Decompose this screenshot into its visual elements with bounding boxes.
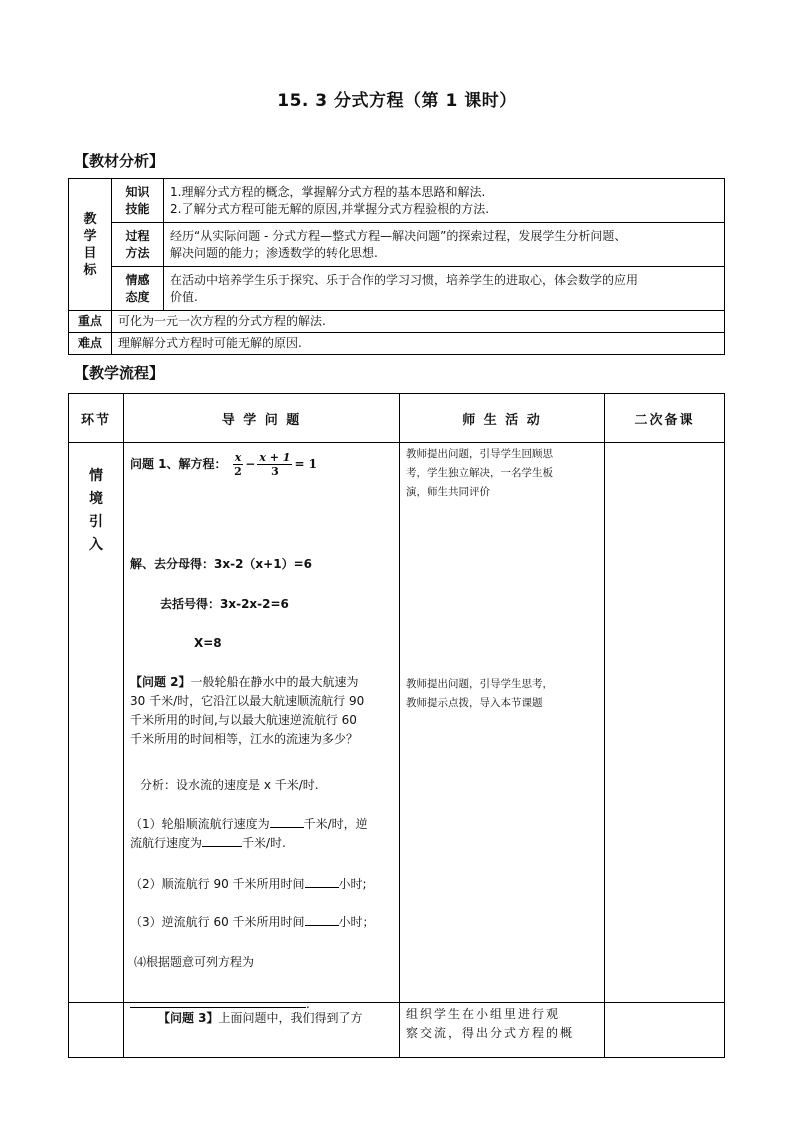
question-2: 【问题 2】一般轮船在静水中的最大航速为 30 千米/时，它沿江以最大航速顺流航行 90 千米所用的时间,与以最大航速逆流航行 60 千米所用的时间相等，江水的流速为多少？	[130, 675, 365, 746]
stage-cell-empty	[69, 1003, 124, 1058]
header-second-prep: 二次备课	[605, 394, 725, 443]
sub-question-4: ⑷根据题意可列方程为	[134, 955, 255, 969]
sub-question-1: （1）轮船顺流航行速度为 千米/时，逆 流航行速度为 千米/时.	[130, 817, 368, 850]
blank-line	[305, 925, 339, 926]
difficulty-text: 理解解分式方程时可能无解的原因.	[112, 333, 725, 355]
section-heading-process: 【教学流程】	[74, 364, 165, 382]
fraction-x-over-2: $\frac{x}{2}$	[234, 451, 242, 478]
page-title: 15. 3 分式方程（第 1 课时）	[277, 91, 517, 111]
knowledge-label: 知识 技能	[112, 179, 164, 223]
guide-questions-cell	[124, 443, 400, 1011]
blank-line	[270, 827, 304, 828]
analysis-table	[68, 178, 725, 355]
equation-answer-line: .	[130, 995, 310, 1014]
second-prep-cell	[605, 443, 725, 1003]
sub-question-3: （3）逆流航行 60 千米所用时间 小时；	[130, 915, 375, 929]
process-text: 经历“从实际问题 - 分式方程—整式方程—解决问题”的探索过程，发展学生分析问题、 解决问题的能力；渗透数学的转化思想.	[164, 223, 725, 267]
solution-step-3: X=8	[194, 636, 222, 650]
header-guide-questions: 导 学 问 题	[124, 394, 400, 443]
blank-line	[202, 846, 242, 847]
question-3: 【问题 3】上面问题中，我们得到了方	[124, 1003, 400, 1058]
knowledge-text: 1.理解分式方程的概念，掌握解分式方程的基本思路和解法. 2.了解分式方程可能无解的原因,并掌握分式方程验根的方法.	[164, 179, 725, 223]
blank-line	[305, 887, 339, 888]
analysis-line: 分析：设水流的速度是 x 千米/时.	[140, 778, 319, 792]
activity-1: 教师提出问题，引导学生回顾思 考，学生独立解决，一名学生板 演，师生共同评价	[406, 448, 553, 498]
stage-label: 情 境 引 入	[69, 443, 124, 1003]
key-point-label: 重点	[69, 311, 112, 333]
section-heading-analysis: 【教材分析】	[74, 152, 165, 170]
attitude-text: 在活动中培养学生乐于探究、乐于合作的学习习惯，培养学生的进取心，体会数学的应用 价值.	[164, 267, 725, 311]
header-activities: 师 生 活 动	[400, 394, 605, 443]
question-1: 问题 1、解方程： $\frac{x}{2}$ − $\frac{x + 1}{3}$ = 1	[130, 451, 318, 478]
header-stage: 环节	[69, 394, 124, 443]
process-label: 过程 方法	[112, 223, 164, 267]
sub-question-2: （2）顺流航行 90 千米所用时间 小时;	[130, 877, 367, 891]
difficulty-label: 难点	[69, 333, 112, 355]
activity-2: 教师提出问题，引导学生思考， 教师提示点拨，导入本节课题	[406, 678, 553, 709]
key-point-text: 可化为一元一次方程的分式方程的解法.	[112, 311, 725, 333]
flow-table	[68, 393, 725, 1058]
activity-3: 组织学生在小组里进行观 察交流，得出分式方程的概	[400, 1003, 605, 1058]
fraction-xplus1-over-3: $\frac{x + 1}{3}$	[259, 451, 291, 478]
solution-step-2: 去括号得：3x-2x-2=6	[160, 597, 289, 611]
activities-cell	[400, 443, 605, 1003]
second-prep-cell-2	[605, 1003, 725, 1058]
solution-step-1: 解、去分母得：3x-2（x+1）=6	[130, 557, 312, 571]
goal-label: 教 学 目 标	[69, 179, 112, 311]
attitude-label: 情感 态度	[112, 267, 164, 311]
